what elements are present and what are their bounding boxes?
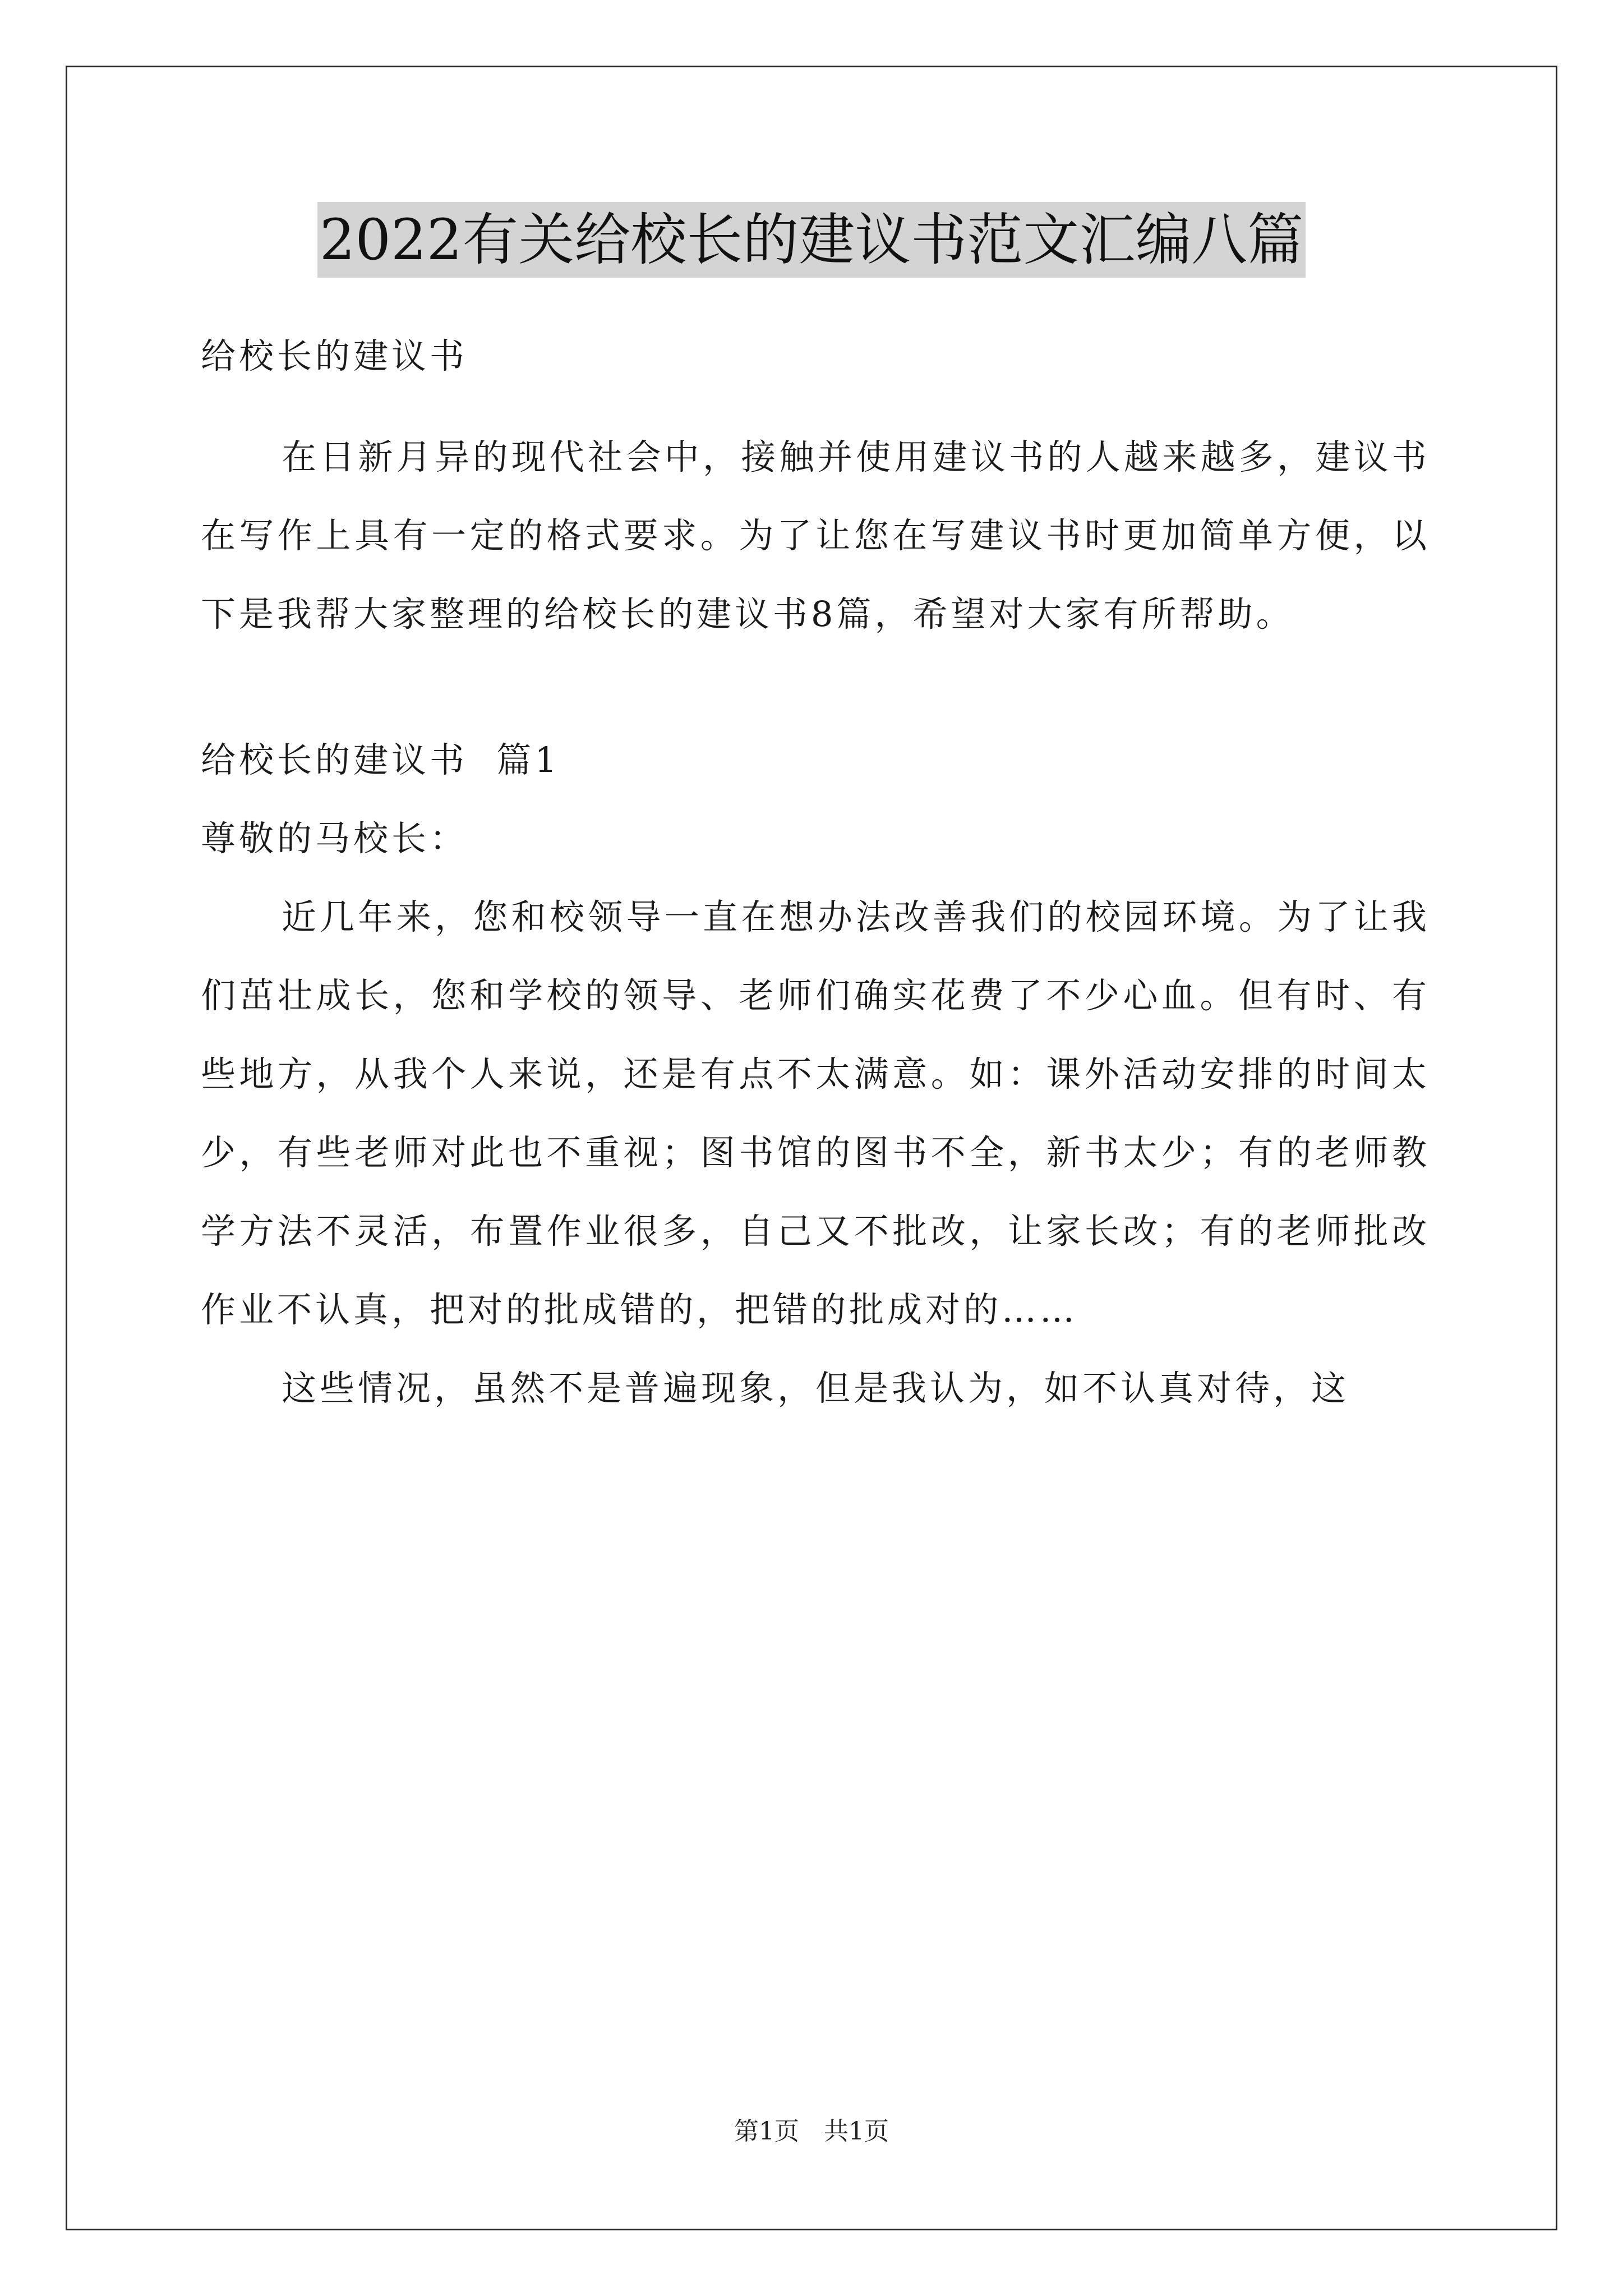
salutation: 尊敬的马校长：: [201, 818, 468, 859]
spacer: [201, 654, 1430, 721]
spacer: [201, 395, 1430, 418]
document-body: [201, 317, 1430, 1428]
intro-paragraph: 在日新月异的现代社会中，接触并使用建议书的人越来越多，建议书在写作上具有一定的格式要求。为了让您在写建议书时更加简单方便，以下是我帮大家整理的给校长的建议书8篇，希望对大家有所帮助。: [201, 436, 1430, 634]
section-heading: 给校长的建议书 篇1: [201, 739, 560, 780]
page-footer: [0, 2115, 1623, 2148]
title-container: [0, 202, 1623, 278]
body-paragraph-1: 近几年来，您和校领导一直在想办法改善我们的校园环境。为了让我们茁壮成长，您和学校的领导、老师们确实花费了不少心血。但有时、有些地方，从我个人来说，还是有点不太满意。如：课外活动安排的时间太少，有些老师对此也不重视；图书馆的图书不全，新书太少；有的老师教学方法不灵活，布置作业很多，自己又不批改，让家长改；有的老师批改作业不认真，把对的批成错的，把错的批成对的……: [201, 896, 1430, 1330]
page-number: 第1页: [734, 2117, 799, 2146]
intro-heading: 给校长的建议书: [201, 335, 468, 376]
page-total: 共1页: [824, 2117, 889, 2146]
body-paragraph-2: 这些情况，虽然不是普遍现象，但是我认为，如不认真对待，这: [282, 1368, 1350, 1409]
document-title: 2022有关给校长的建议书范文汇编八篇: [317, 202, 1306, 278]
